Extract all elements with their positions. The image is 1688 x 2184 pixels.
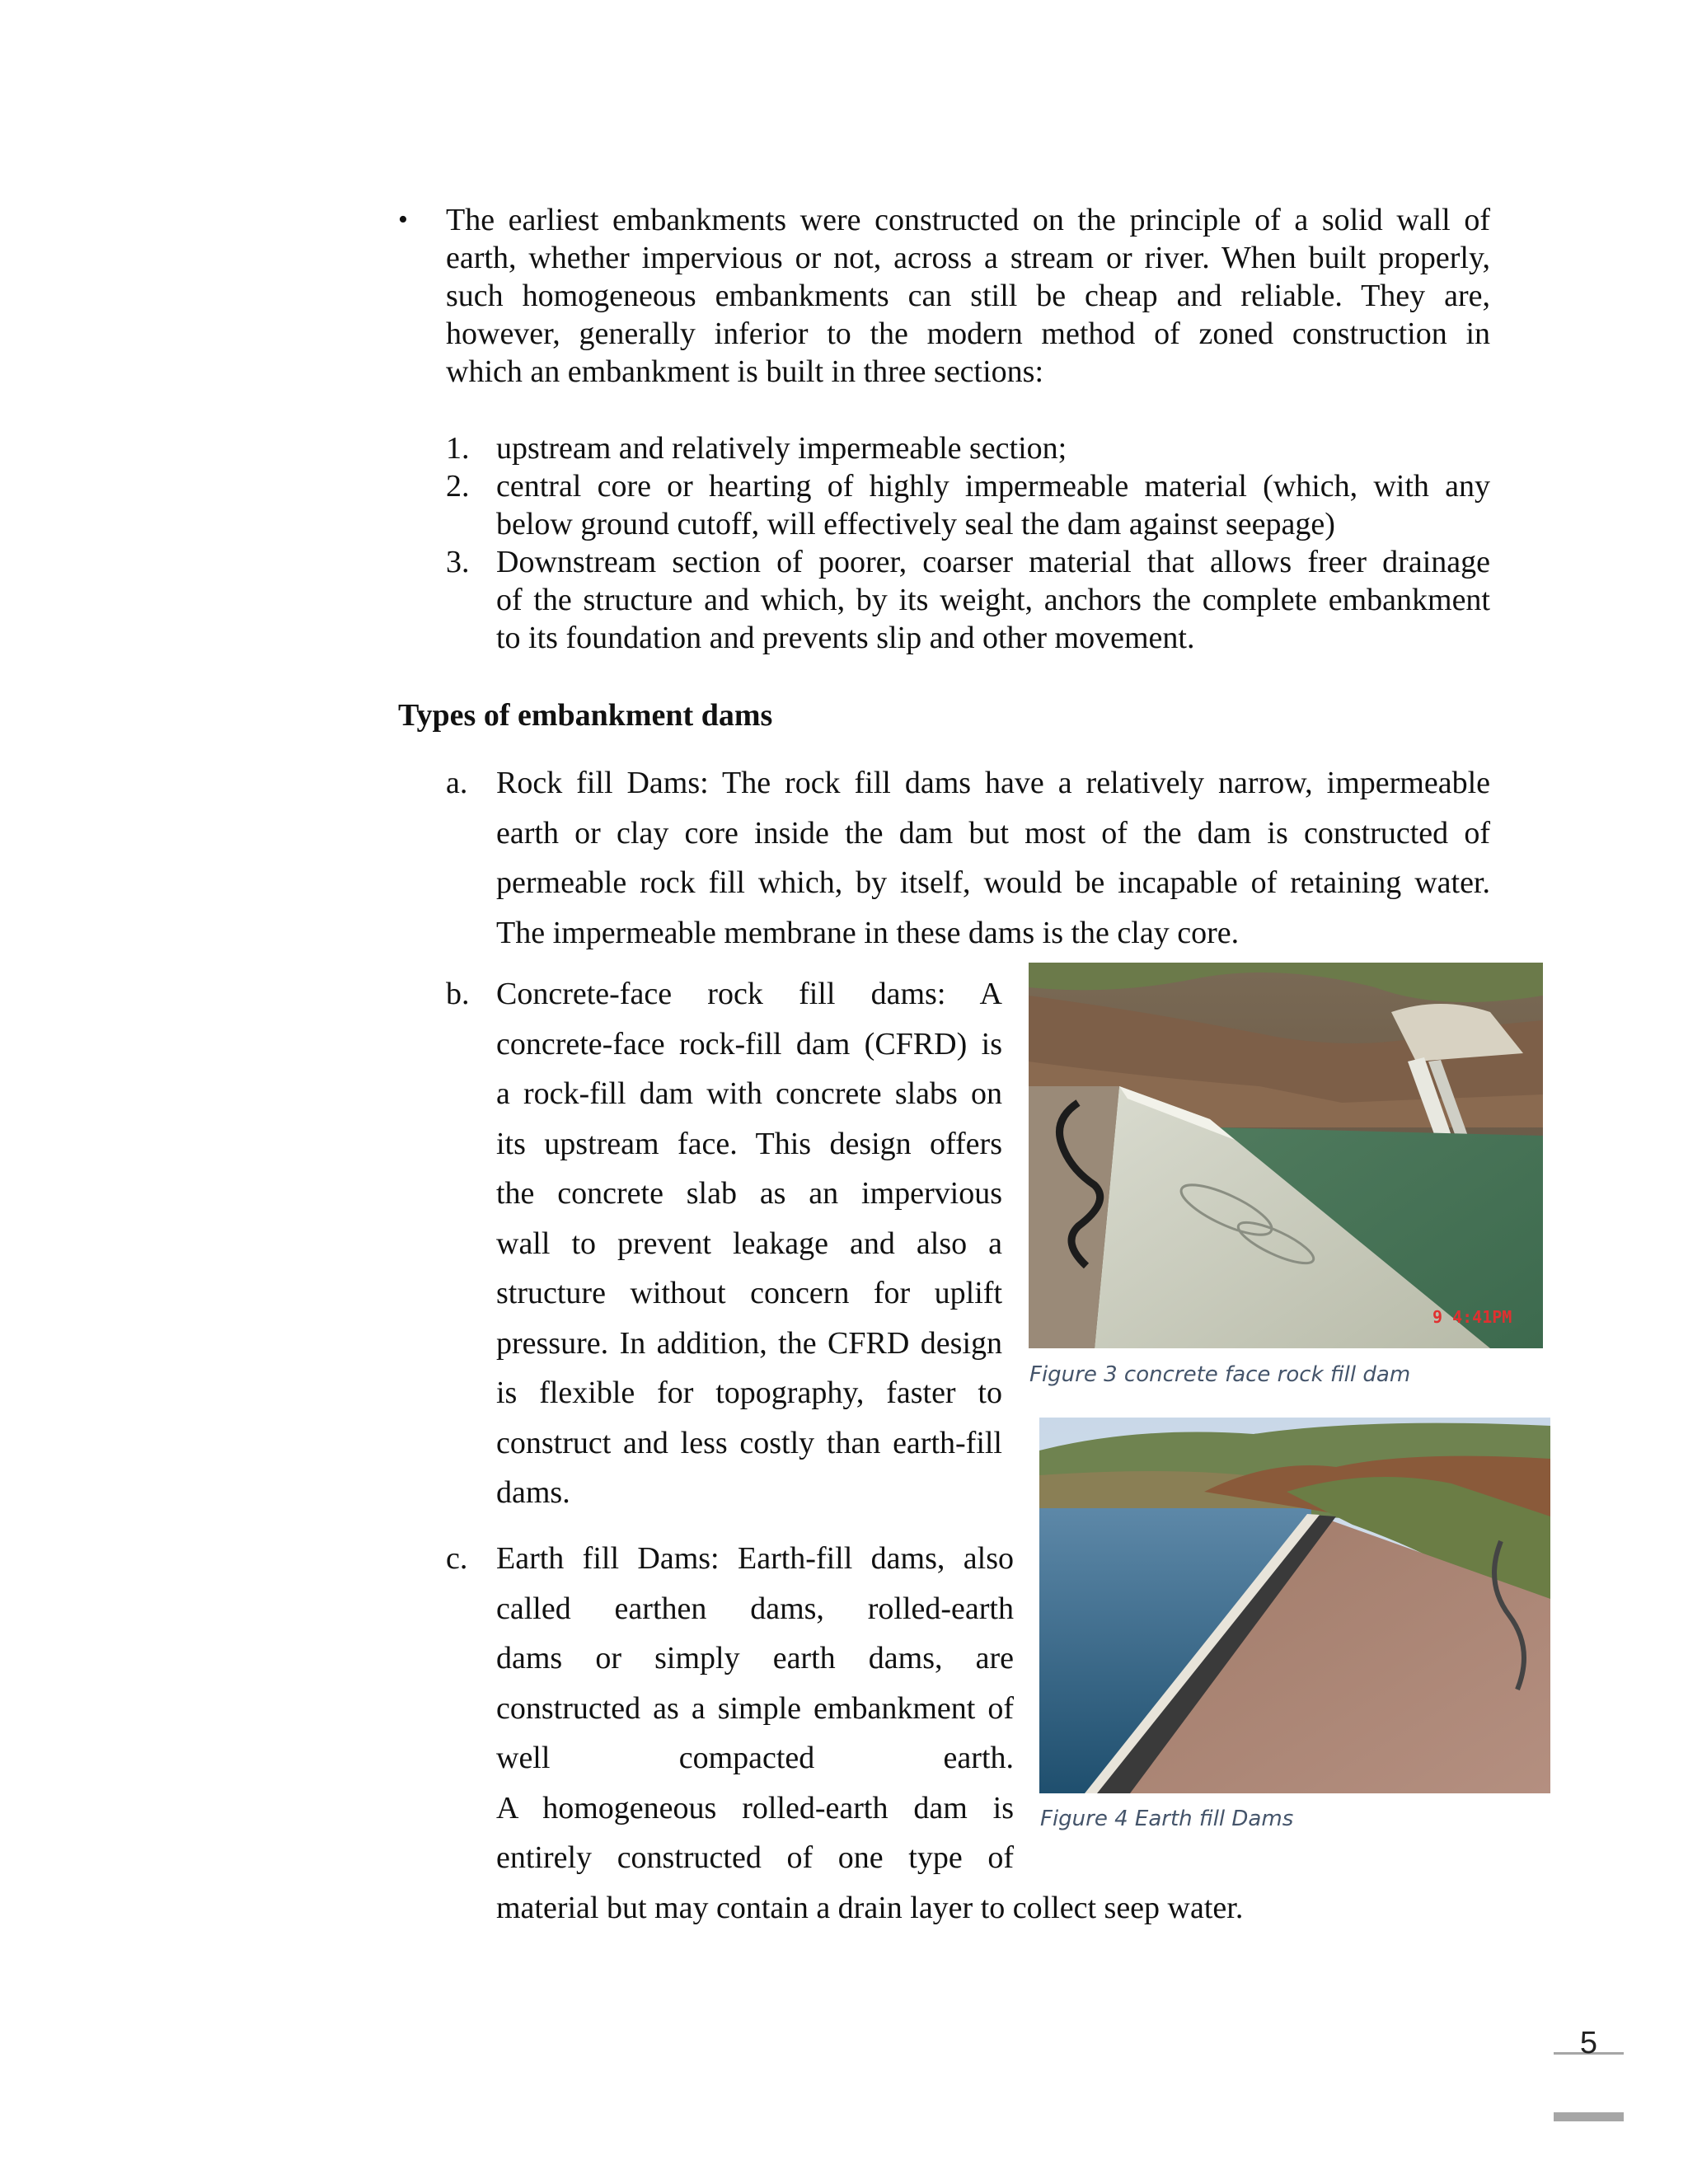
type-line: well compacted earth. [496, 1741, 1014, 1775]
figure-caption: Figure 3 concrete face rock fill dam [1029, 1362, 1411, 1387]
intro-line: which an embankment is built in three sections: [446, 354, 1044, 389]
page-number: 5 [1579, 2026, 1598, 2060]
type-letter: c. [446, 1541, 468, 1576]
type-line: entirely constructed of one type of [496, 1840, 1014, 1875]
type-line: dams or simply earth dams, are [496, 1641, 1014, 1675]
type-line: permeable rock fill which, by itself, would be incapable of retaining water. [496, 865, 1490, 900]
intro-line: however, generally inferior to the modern method of zoned construction in [446, 316, 1490, 351]
section-item [496, 467, 1490, 543]
figure-earth-fill-dam [1039, 1418, 1550, 1793]
section-number: 1. [446, 431, 470, 466]
type-line: material but may contain a drain layer to collect seep water. [496, 1890, 1244, 1925]
intro-paragraph [446, 201, 1490, 391]
figure-concrete-face-dam [1029, 963, 1543, 1348]
type-line: called earthen dams, rolled-earth [496, 1591, 1014, 1626]
section-line: Downstream section of poorer, coarser material that allows freer drainage [496, 545, 1490, 579]
type-line: earth or clay core inside the dam but most of the dam is constructed of [496, 815, 1490, 851]
type-line: structure without concern for uplift [496, 1276, 1002, 1310]
section-number: 2. [446, 469, 470, 504]
type-line: concrete-face rock-fill dam (CFRD) is [496, 1026, 1002, 1062]
page-number-rule-bottom [1554, 2112, 1624, 2121]
type-line: the concrete slab as an impervious [496, 1176, 1002, 1211]
type-line: a rock-fill dam with concrete slabs on [496, 1076, 1002, 1111]
type-line: dams. [496, 1475, 570, 1510]
type-line: Concrete-face rock fill dams: A [496, 977, 1002, 1011]
type-line: construct and less costly than earth-fill [496, 1425, 1002, 1460]
section-heading: Types of embankment dams [398, 698, 773, 733]
type-line: Rock fill Dams: The rock fill dams have a relatively narrow, impermeable [496, 766, 1490, 800]
section-line: to its foundation and prevents slip and other movement. [496, 621, 1195, 655]
section-line: upstream and relatively impermeable section; [496, 431, 1067, 466]
intro-line: such homogeneous embankments can still be cheap and reliable. They are, [446, 279, 1490, 313]
type-letter: a. [446, 766, 468, 800]
type-line: Earth fill Dams: Earth-fill dams, also [496, 1541, 1014, 1576]
type-line: is flexible for topography, faster to [496, 1376, 1002, 1410]
type-concrete-face [496, 969, 1002, 1518]
section-number: 3. [446, 545, 470, 579]
photo-timestamp: 9 4:41PM [1432, 1307, 1512, 1327]
type-line: constructed as a simple embankment of [496, 1690, 1014, 1726]
figure-caption: Figure 4 Earth fill Dams [1040, 1807, 1294, 1831]
type-line: wall to prevent leakage and also a [496, 1226, 1002, 1261]
section-line: central core or hearting of highly impermeable material (which, with any [496, 469, 1490, 504]
section-line: below ground cutoff, will effectively seal the dam against seepage) [496, 507, 1335, 541]
type-letter: b. [446, 977, 470, 1011]
intro-line: earth, whether impervious or not, across a stream or river. When built properly, [446, 241, 1490, 275]
section-item [496, 429, 1490, 467]
type-line: pressure. In addition, the CFRD design [496, 1325, 1002, 1361]
bullet-marker: • [398, 204, 408, 235]
intro-line: The earliest embankments were constructed on the principle of a solid wall of [446, 203, 1490, 237]
section-item [496, 543, 1490, 657]
type-line: A homogeneous rolled-earth dam is [496, 1790, 1014, 1825]
type-rock-fill [496, 758, 1490, 958]
section-line: of the structure and which, by its weight, anchors the complete embankment [496, 583, 1490, 617]
type-line: The impermeable membrane in these dams is the clay core. [496, 915, 1240, 950]
type-line: its upstream face. This design offers [496, 1126, 1002, 1161]
